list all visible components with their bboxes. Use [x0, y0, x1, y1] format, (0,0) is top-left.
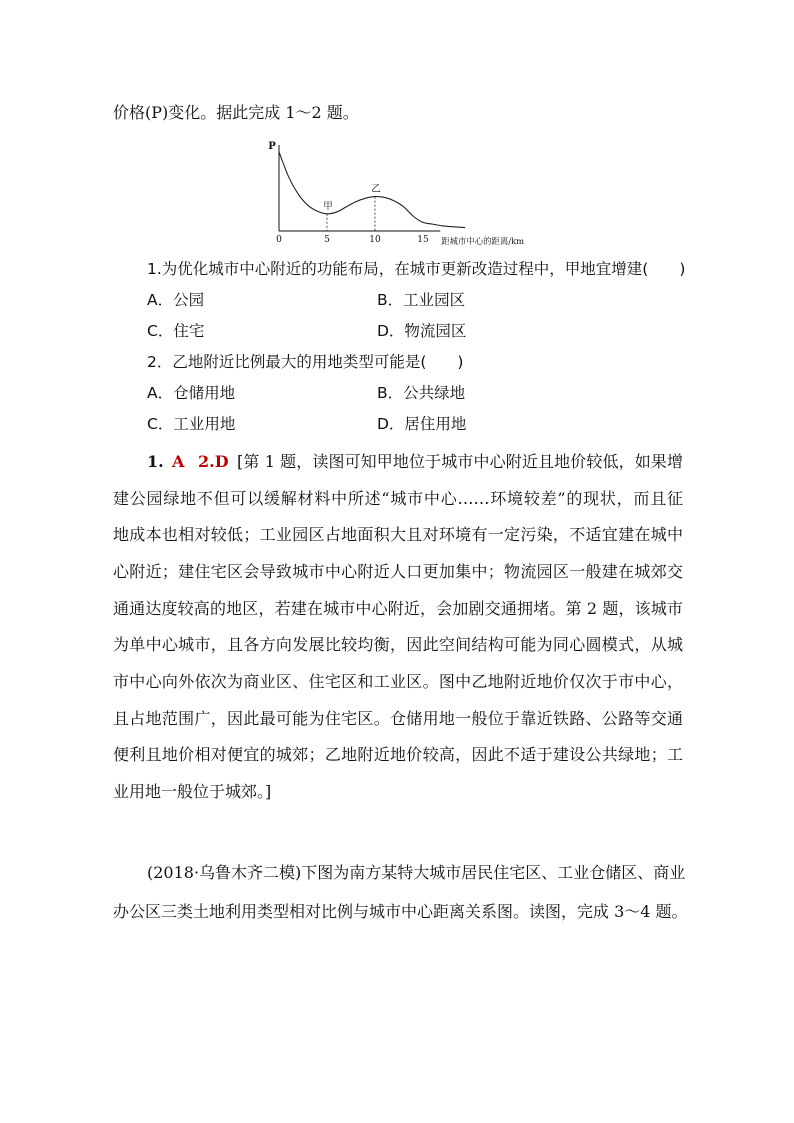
- explanation-line: [第 1 题，读图可知甲地位于城市中心附近且地价较低，如果增: [237, 452, 683, 471]
- question-2-stem: 2．乙地附近比例最大的用地类型可能是( ): [147, 353, 464, 371]
- answer-q2-choice: 2.D: [198, 452, 229, 471]
- explanation-line: 且占地范围广，因此最可能为住宅区。仓储用地一般位于靠近铁路、公路等交通: [113, 709, 683, 728]
- explanation-line: 建公园绿地不但可以缓解材料中所述“城市中心……环境较差”的现状，而且征: [113, 489, 683, 508]
- question-1-option-c: C．住宅: [147, 322, 205, 340]
- explanation-line: 便利且地价相对便宜的城郊；乙地附近地价较高，因此不适于建设公共绿地；工: [113, 745, 683, 764]
- next-material-line: 办公区三类土地利用类型相对比例与城市中心距离关系图。读图，完成 3～4 题。: [113, 902, 688, 921]
- x-tick-label: 15: [417, 235, 429, 245]
- explanation-line: 通通达度较高的地区，若建在城市中心附近，会加剧交通拥堵。第 2 题，该城市: [113, 599, 683, 618]
- question-2-option-c: C．工业用地: [147, 415, 236, 433]
- intro-text: 价格(P)变化。据此完成 1～2 题。: [113, 103, 359, 122]
- next-material-line: (2018·乌鲁木齐二模)下图为南方某特大城市居民住宅区、工业仓储区、商业: [147, 863, 686, 882]
- explanation-line: 业用地一般位于城郊。]: [113, 782, 272, 801]
- question-1-option-a: A．公园: [147, 291, 205, 309]
- question-2-option-b: B．公共绿地: [377, 384, 466, 402]
- explanation-line: 心附近；建住宅区会导致城市中心附近人口更加集中；物流园区一般建在城郊交: [113, 562, 683, 581]
- y-axis-label: P: [268, 141, 276, 152]
- point-annotation-label: 甲: [323, 200, 333, 212]
- question-1-option-d: D．物流园区: [377, 322, 467, 340]
- explanation-line: 地成本也相对较低；工业园区占地面积大且对环境有一定污染，不适宜建在城中: [113, 525, 683, 544]
- x-tick-label: 0: [276, 235, 282, 245]
- x-tick-label: 5: [324, 235, 330, 245]
- point-annotation-label: 乙: [371, 183, 381, 195]
- question-2-option-a: A．仓储用地: [147, 384, 236, 402]
- price-distance-chart: [262, 136, 554, 252]
- question-2-option-d: D．居住用地: [377, 415, 467, 433]
- answer-q1-choice: A: [172, 452, 185, 471]
- explanation-line: 为单中心城市，且各方向发展比较均衡，因此空间结构可能为同心圆模式，从城: [113, 635, 683, 654]
- question-1-stem: 1.为优化城市中心附近的功能布局，在城市更新改造过程中，甲地宜增建( ): [147, 260, 686, 278]
- answer-q1-number: 1.: [147, 452, 164, 471]
- explanation-line: 市中心向外依次为商业区、住宅区和工业区。图中乙地附近地价仅次于市中心，: [113, 672, 683, 691]
- x-axis-label: 距城市中心的距离/km: [441, 236, 525, 246]
- question-1-option-b: B．工业园区: [377, 291, 466, 309]
- x-tick-label: 10: [369, 235, 381, 245]
